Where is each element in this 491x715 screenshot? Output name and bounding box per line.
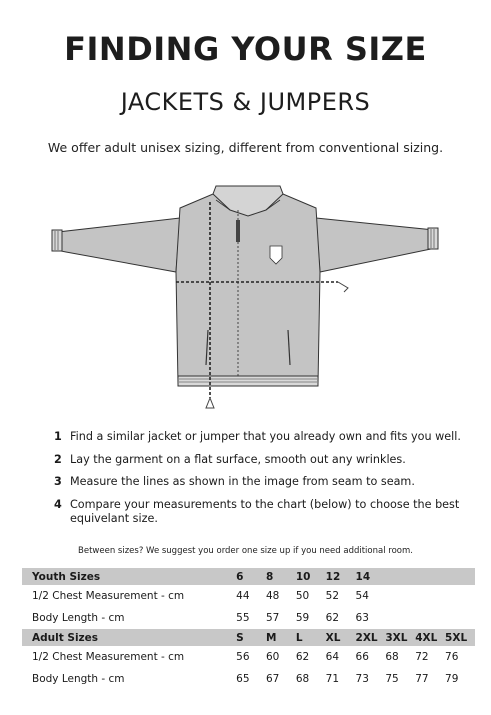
table-cell: 63 bbox=[355, 612, 369, 624]
size-header: 8 bbox=[266, 568, 296, 585]
table-cell: 56 bbox=[236, 651, 250, 663]
size-header: S bbox=[236, 629, 266, 646]
table-cell: 52 bbox=[325, 590, 340, 602]
adult-header: Adult Sizes bbox=[22, 629, 236, 646]
table-cell: 57 bbox=[265, 612, 280, 624]
table-row bbox=[22, 585, 475, 607]
size-header bbox=[415, 568, 445, 585]
step-text: Measure the lines as shown in the image from seam to seam. bbox=[70, 475, 415, 488]
table-cell: 68 bbox=[385, 651, 399, 663]
page-subtitle: JACKETS & JUMPERS bbox=[120, 88, 371, 116]
table-cell: 50 bbox=[295, 590, 310, 602]
size-header: 12 bbox=[326, 568, 356, 585]
table-cell: 62 bbox=[295, 651, 310, 663]
size-header: 4XL bbox=[415, 629, 445, 646]
table-cell bbox=[385, 585, 415, 607]
intro-text: We offer adult unisex sizing, different from conventional sizing. bbox=[47, 140, 444, 155]
table-cell: 76 bbox=[445, 651, 459, 663]
table-row bbox=[22, 607, 475, 629]
table-cell: 68 bbox=[295, 673, 310, 685]
step-text: Compare your measurements to the chart (below) to choose the best equivelant size. bbox=[70, 497, 460, 525]
youth-header: Youth Sizes bbox=[22, 568, 236, 585]
table-cell: 62 bbox=[325, 612, 340, 624]
table-cell: 59 bbox=[295, 612, 310, 624]
instructions-list bbox=[54, 430, 464, 534]
table-cell bbox=[445, 607, 475, 629]
step-text: Lay the garment on a flat surface, smooth out any wrinkles. bbox=[70, 452, 406, 466]
table-cell bbox=[415, 607, 445, 629]
page-title: FINDING YOUR SIZE bbox=[64, 30, 427, 68]
table-cell: 71 bbox=[325, 673, 340, 685]
table-cell: 73 bbox=[355, 673, 369, 685]
adult-header-row bbox=[22, 629, 475, 646]
size-header: M bbox=[266, 629, 296, 646]
row-label: Body Length - cm bbox=[32, 612, 125, 624]
step-1 bbox=[54, 430, 464, 444]
table-cell: 54 bbox=[355, 590, 369, 602]
table-cell: 48 bbox=[265, 590, 280, 602]
step-4 bbox=[54, 498, 464, 526]
size-header: 3XL bbox=[385, 629, 415, 646]
table-cell: 55 bbox=[236, 612, 250, 624]
table-cell bbox=[415, 585, 445, 607]
table-row bbox=[22, 646, 475, 668]
size-chart-table bbox=[22, 568, 475, 690]
youth-header-row bbox=[22, 568, 475, 585]
row-label: 1/2 Chest Measurement - cm bbox=[32, 651, 185, 663]
table-cell: 79 bbox=[445, 673, 459, 685]
step-number: 2 bbox=[54, 452, 62, 466]
table-cell bbox=[385, 607, 415, 629]
table-cell: 66 bbox=[355, 651, 369, 663]
size-header: 14 bbox=[356, 568, 386, 585]
sizing-note: Between sizes? We suggest you order one size up if you need additional room. bbox=[78, 546, 413, 556]
table-cell: 60 bbox=[265, 651, 280, 663]
table-row bbox=[22, 668, 475, 690]
step-text: Find a similar jacket or jumper that you already own and fits you well. bbox=[70, 430, 461, 443]
table-cell: 77 bbox=[415, 673, 429, 685]
size-header: 10 bbox=[296, 568, 326, 585]
table-cell: 64 bbox=[325, 651, 340, 663]
table-cell: 44 bbox=[236, 590, 250, 602]
size-header: 6 bbox=[236, 568, 266, 585]
row-label: 1/2 Chest Measurement - cm bbox=[32, 590, 185, 602]
step-number: 4 bbox=[54, 497, 62, 511]
step-3 bbox=[54, 475, 464, 489]
step-2 bbox=[54, 453, 464, 467]
jacket-illustration bbox=[48, 180, 448, 416]
row-label: Body Length - cm bbox=[32, 673, 125, 685]
size-header: L bbox=[296, 629, 326, 646]
table-cell: 67 bbox=[265, 673, 280, 685]
size-header: 2XL bbox=[356, 629, 386, 646]
size-header: 5XL bbox=[445, 629, 475, 646]
step-number: 3 bbox=[54, 475, 62, 488]
table-cell: 75 bbox=[385, 673, 399, 685]
table-cell: 65 bbox=[236, 673, 250, 685]
table-cell: 72 bbox=[415, 651, 429, 663]
size-header: XL bbox=[326, 629, 356, 646]
step-number: 1 bbox=[54, 430, 62, 443]
table-cell bbox=[445, 585, 475, 607]
size-header bbox=[385, 568, 415, 585]
size-header bbox=[445, 568, 475, 585]
